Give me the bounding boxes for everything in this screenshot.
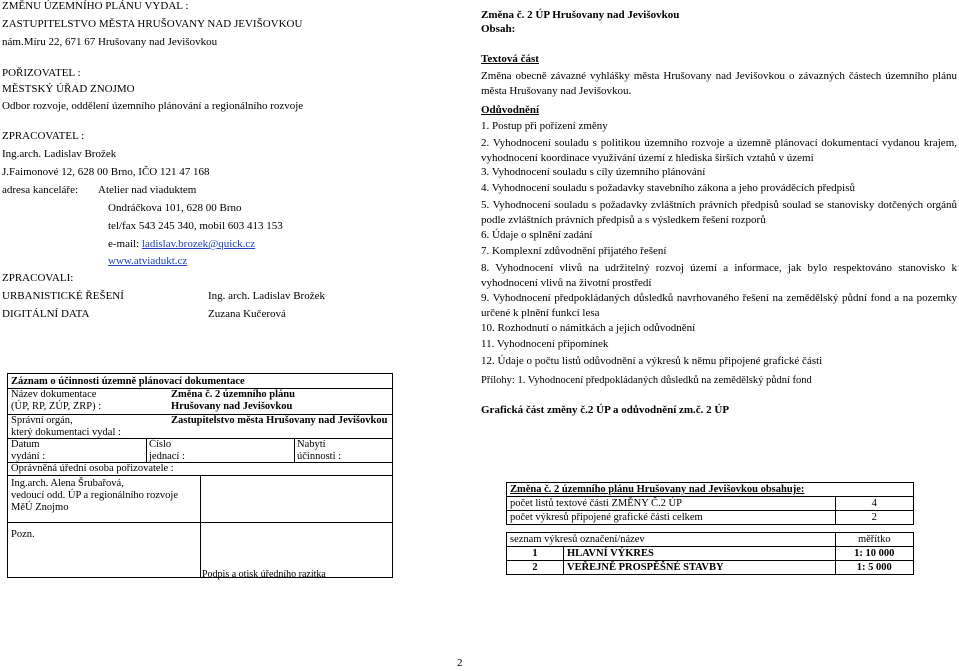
table-row <box>507 561 914 575</box>
porizovatel-dept: Odbor rozvoje, oddělení územního plánování a regionálního rozvoje <box>2 100 304 112</box>
effectiveness-record <box>7 373 393 578</box>
doc-label-2: (ÚP, RP, ZÚP, ZRP) : <box>11 401 102 412</box>
zpracovatel-name: Ing.arch. Ladislav Brožek <box>2 148 117 160</box>
text-part-desc: Změna obecně závazné vyhlášky města Hrušovany nad Jevišovkou o závazných částech územního plánu města Hrušovany nad Jevišovkou. <box>481 70 957 97</box>
record-title: Záznam o účinnosti územně plánovací dokumentace <box>11 376 245 387</box>
list-item: 5. Vyhodnocení souladu s požadavky zvláštních právních předpisů soulad se stanovisky dotčených orgánů podle zvláštních právních předpisů a s výsledkem řešení rozporů <box>481 199 957 226</box>
drawings-head-scale: měřítko <box>835 533 913 547</box>
row-label: počet listů textové části ZMĚNY Č.2 ÚP <box>507 497 836 511</box>
table-row <box>507 497 914 511</box>
official-label: Oprávněná úřední osoba pořizovatele : <box>11 463 174 474</box>
graphic-part: Grafická část změny č.2 ÚP a odůvodnění zm.č. 2 ÚP <box>481 404 730 416</box>
datum-label-1: Datum <box>11 439 40 450</box>
person-digital: Zuzana Kučerová <box>208 308 286 320</box>
list-item: 8. Vyhodnocení vlivů na udržitelný rozvoj území a informace, jak bylo respektováno stanovisko k vyhodnocení vlivů na životní prostředí <box>481 262 957 289</box>
zpracovali-label: ZPRACOVALI: <box>2 272 74 284</box>
row-value: 2 <box>835 511 913 525</box>
person-urbanism: Ing. arch. Ladislav Brožek <box>208 290 325 302</box>
drawing-num: 2 <box>507 561 564 575</box>
list-item: 12. Údaje o počtu listů odůvodnění a výkresů k němu připojené grafické části <box>481 355 823 367</box>
text-part-heading: Textová část <box>481 53 539 65</box>
list-item: 1. Postup při pořízení změny <box>481 120 608 132</box>
drawing-scale: 1: 5 000 <box>835 561 913 575</box>
role-digital: DIGITÁLNÍ DATA <box>2 308 90 320</box>
doc-value-2: Hrušovany nad Jevišovkou <box>171 401 293 412</box>
signature-label: Podpis a otisk úředního razítka <box>202 569 326 580</box>
email-label: e-mail: <box>108 238 142 250</box>
office-label: adresa kanceláře: <box>2 184 79 196</box>
porizovatel-label: POŘIZOVATEL : <box>2 67 81 79</box>
list-item: 4. Vyhodnocení souladu s požadavky stavebního zákona a jeho prováděcích předpisů <box>481 182 855 194</box>
organ-label-1: Správní orgán, <box>11 415 73 426</box>
role-urbanism: URBANISTICKÉ ŘEŠENÍ <box>2 290 124 302</box>
pozn-label: Pozn. <box>11 529 35 540</box>
drawings-head-label: seznam výkresů označení/název <box>507 533 836 547</box>
contents-table <box>506 482 914 575</box>
organ-label-2: který dokumentaci vydal : <box>11 427 121 438</box>
porizovatel-office: MĚSTSKÝ ÚŘAD ZNOJMO <box>2 83 135 95</box>
cislo-label-2: jednací : <box>149 451 185 462</box>
table-title: Změna č. 2 územního plánu Hrušovany nad Jevišovkou obsahuje: <box>507 483 914 497</box>
cislo-label-1: Číslo <box>149 439 172 450</box>
official-name: Ing.arch. Alena Šrubařová, <box>11 478 124 489</box>
email-link[interactable]: ladislav.brozek@quick.cz <box>141 238 256 250</box>
page-number: 2 <box>457 657 463 669</box>
official-role: vedoucí odd. ÚP a regionálního rozvoje <box>11 490 178 501</box>
drawing-name: VEŘEJNĚ PROSPĚŠNÉ STAVBY <box>564 561 836 575</box>
issuer-address: nám.Míru 22, 671 67 Hrušovany nad Jevišovkou <box>2 36 218 48</box>
zpracovatel-address: J.Faimonové 12, 628 00 Brno, IČO 121 47 168 <box>2 166 210 178</box>
issuer-label: ZMĚNU ÚZEMNÍHO PLÁNU VYDAL : <box>2 0 189 12</box>
drawing-scale: 1: 10 000 <box>835 547 913 561</box>
office-email <box>108 238 255 250</box>
doc-label-1: Název dokumentace <box>11 389 97 400</box>
zpracovatel-label: ZPRACOVATEL : <box>2 130 85 142</box>
list-item: 11. Vyhodnocení připomínek <box>481 338 609 350</box>
list-item: 9. Vyhodnocení předpokládaných důsledků navrhovaného řešení na zemědělský půdní fond a na pozemky určené k plnění funkcí lesa <box>481 292 957 319</box>
list-item: 6. Údaje o splnění zadání <box>481 229 593 241</box>
drawing-name: HLAVNÍ VÝKRES <box>564 547 836 561</box>
list-item: 3. Vyhodnocení souladu s cíly územního plánování <box>481 166 706 178</box>
drawing-num: 1 <box>507 547 564 561</box>
table-row <box>507 547 914 561</box>
contents-label: Obsah: <box>481 23 516 35</box>
organ-value: Zastupitelstvo města Hrušovany nad Jevišovkou <box>171 415 388 426</box>
office-phone: tel/fax 543 245 340, mobil 603 413 153 <box>108 220 283 232</box>
office-name: Atelier nad viaduktem <box>98 184 197 196</box>
nabyti-label-1: Nabytí <box>297 439 326 450</box>
page-title: Změna č. 2 ÚP Hrušovany nad Jevišovkou <box>481 9 680 21</box>
official-office: MěÚ Znojmo <box>11 502 69 513</box>
table-head <box>507 533 914 547</box>
nabyti-label-2: účinnosti : <box>297 451 342 462</box>
row-value: 4 <box>835 497 913 511</box>
table-row <box>507 511 914 525</box>
web-link[interactable]: www.atviadukt.cz <box>108 255 188 267</box>
list-item: 2. Vyhodnocení souladu s politikou územního rozvoje a územně plánovací dokumentací vydanou krajem, vyhodnocení koordinace využívání území z hlediska širších vztahů v území <box>481 137 957 164</box>
justification-heading: Odůvodnění <box>481 104 540 116</box>
attachments: Přílohy: 1. Vyhodnocení předpokládaných důsledků na zemědělský půdní fond <box>481 375 812 386</box>
issuer-name: ZASTUPITELSTVO MĚSTA HRUŠOVANY NAD JEVIŠOVKOU <box>2 18 303 30</box>
list-item: 7. Komplexní zdůvodnění přijatého řešení <box>481 245 667 257</box>
datum-label-2: vydání : <box>11 451 46 462</box>
list-item: 10. Rozhodnutí o námitkách a jejich odůvodnění <box>481 322 696 334</box>
row-label: počet výkresů připojené grafické části celkem <box>507 511 836 525</box>
office-street: Ondráčkova 101, 628 00 Brno <box>108 202 242 214</box>
doc-value-1: Změna č. 2 územního plánu <box>171 389 295 400</box>
